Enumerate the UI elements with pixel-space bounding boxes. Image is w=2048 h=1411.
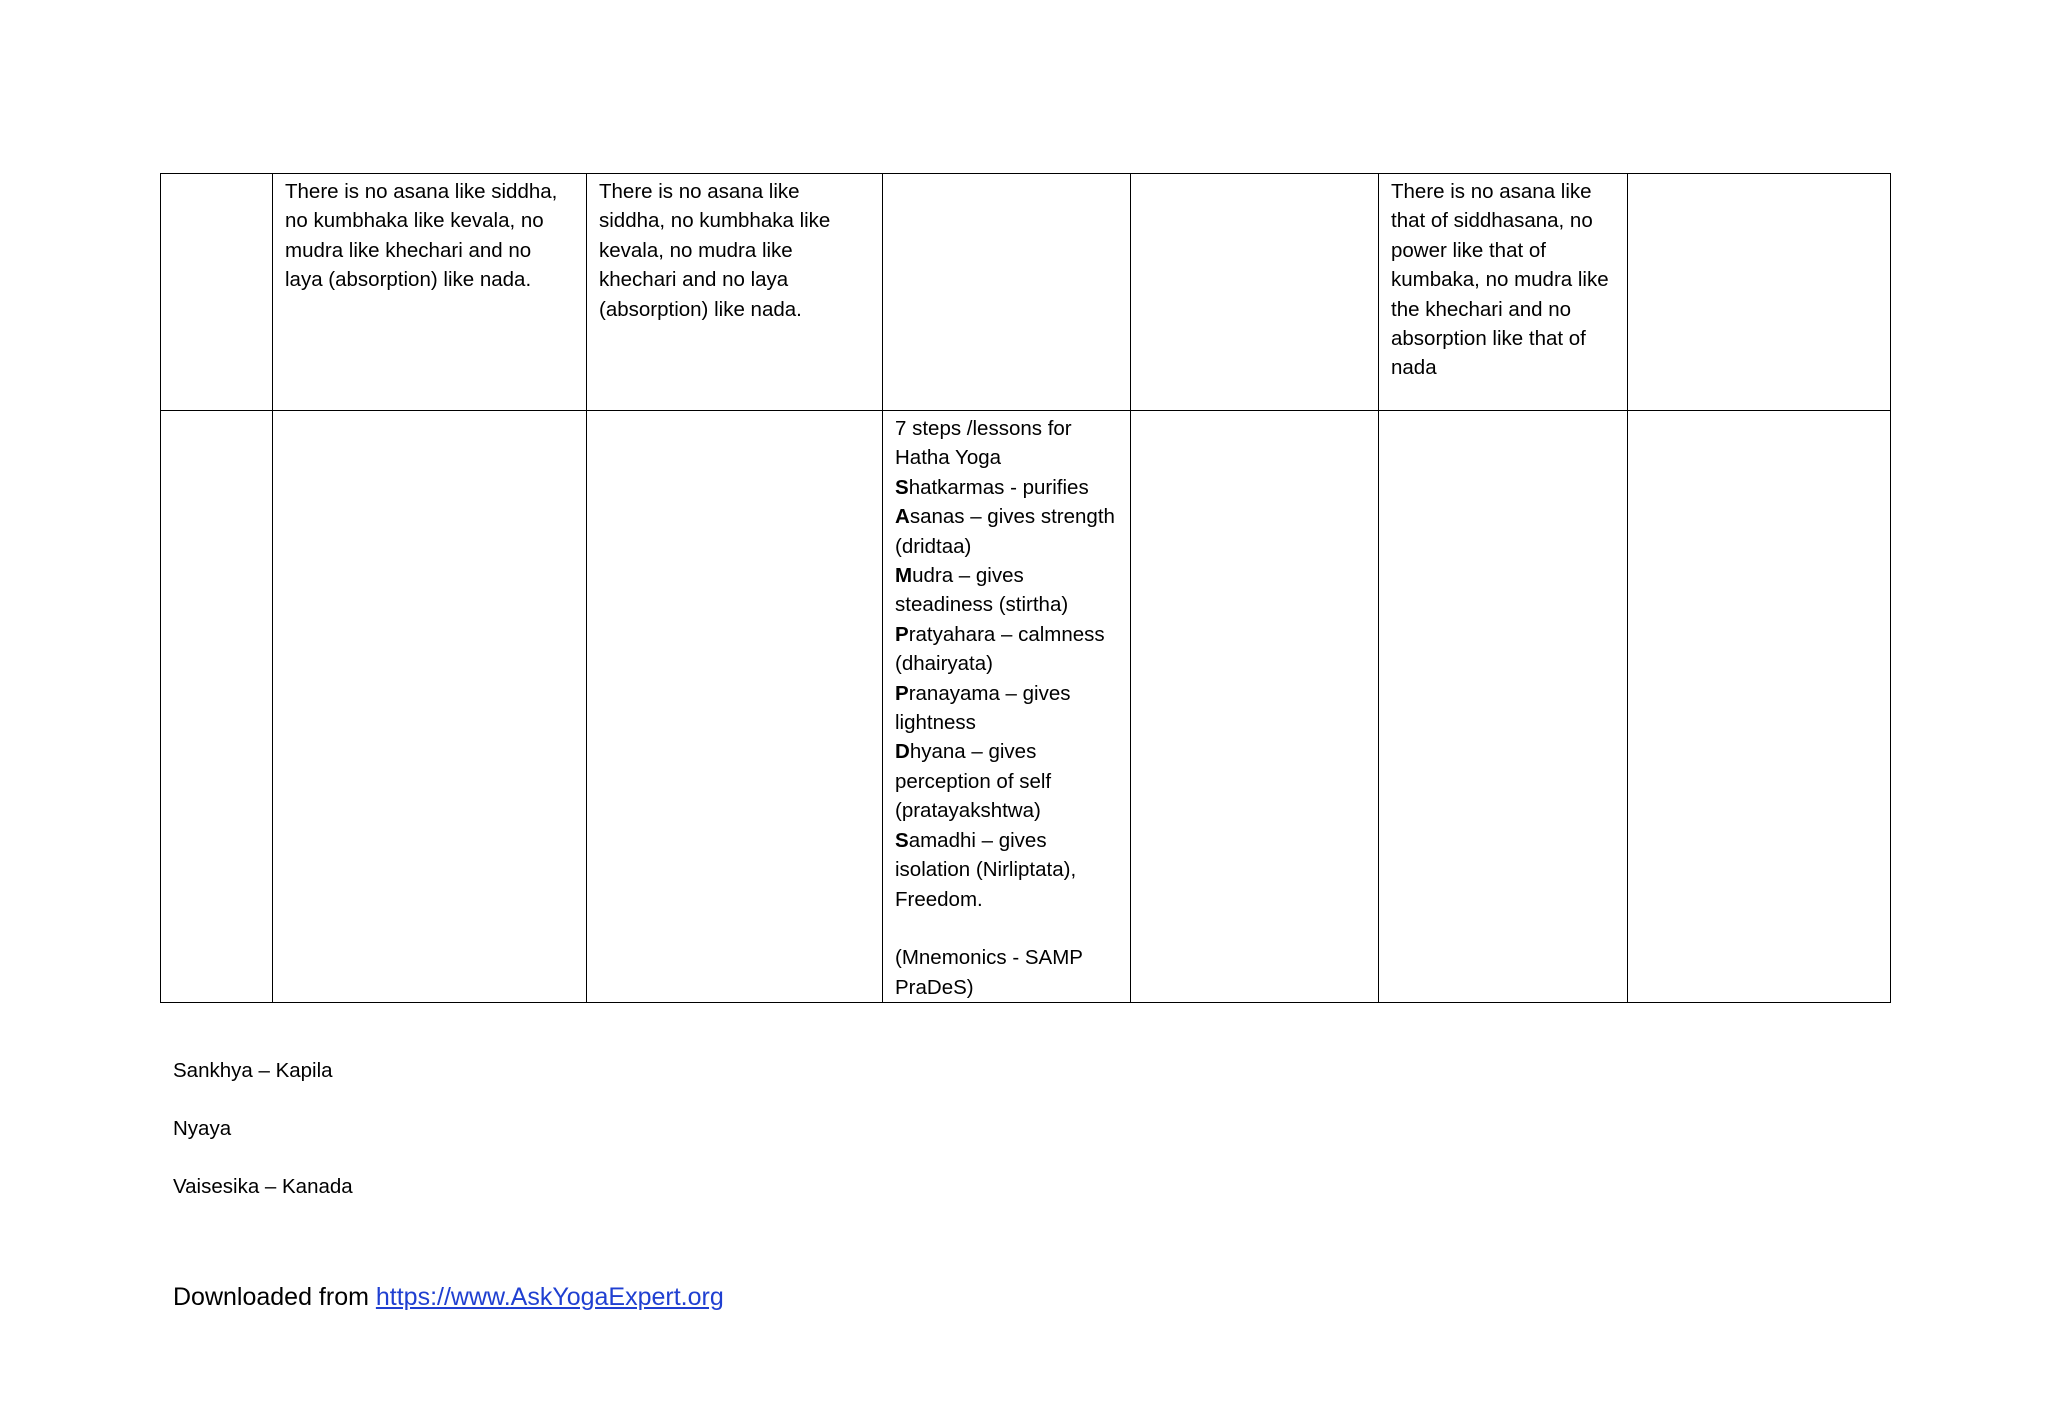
step-text: sanas – gives strength (dridtaa) [895,505,1115,558]
step-text: ratyahara – calmness (dhairyata) [895,622,1105,676]
steps-intro: 7 steps /lessons for Hatha Yoga [895,417,1072,470]
yoga-comparison-table [160,173,1891,1003]
step-item [895,679,1118,738]
step-item [895,737,1118,825]
table-cell: There is no asana like siddha, no kumbhaka like kevala, no mudra like khechari and no laya (absorption) like nada. [587,174,883,411]
step-initial: S [895,475,909,499]
table-cell [273,411,587,1003]
step-text: ranayama – gives lightness [895,681,1071,735]
table-cell [1379,411,1628,1003]
hatha-yoga-steps-cell [883,411,1131,1003]
note-line: Nyaya [173,1117,232,1140]
table-cell [587,411,883,1003]
table-cell: There is no asana like that of siddhasana, no power like that of kumbaka, no mudra like the khechari and no absorption like that of nada [1379,174,1628,411]
step-item [895,561,1118,620]
table-cell [161,411,273,1003]
step-text: amadhi – gives isolation (Nirliptata), Freedom. [895,828,1077,911]
step-initial: A [895,505,910,529]
step-initial: P [895,681,909,705]
table-cell [1131,174,1379,411]
table-cell [1131,411,1379,1003]
step-initial: M [895,564,913,588]
note-line: Vaisesika – Kanada [173,1175,353,1198]
step-initial: S [895,828,909,852]
table-cell: There is no asana like siddha, no kumbhaka like kevala, no mudra like khechari and no laya (absorption) like nada. [273,174,587,411]
table-cell [1628,174,1891,411]
step-item [895,826,1118,914]
step-text: hatkarmas - purifies [908,475,1089,499]
table-row [161,411,1891,1003]
table-row [161,174,1891,411]
step-item [895,620,1118,679]
download-footer [173,1280,724,1314]
step-text: hyana – gives perception of self (pratayakshtwa) [895,740,1052,823]
blank-line [895,914,1118,943]
step-initial: P [895,622,909,646]
note-line: Sankhya – Kapila [173,1059,333,1082]
step-item [895,502,1118,561]
step-initial: D [895,740,910,764]
darshana-notes [173,1056,353,1230]
source-link[interactable]: https://www.AskYogaExpert.org [375,1283,724,1311]
table-cell [161,174,273,411]
steps-mnemonic: (Mnemonics - SAMP PraDeS) [895,946,1083,999]
footer-prefix: Downloaded from [173,1283,376,1311]
table-cell [1628,411,1891,1003]
step-item [895,473,1118,502]
step-text: udra – gives steadiness (stirtha) [895,564,1069,617]
table-cell [883,174,1131,411]
